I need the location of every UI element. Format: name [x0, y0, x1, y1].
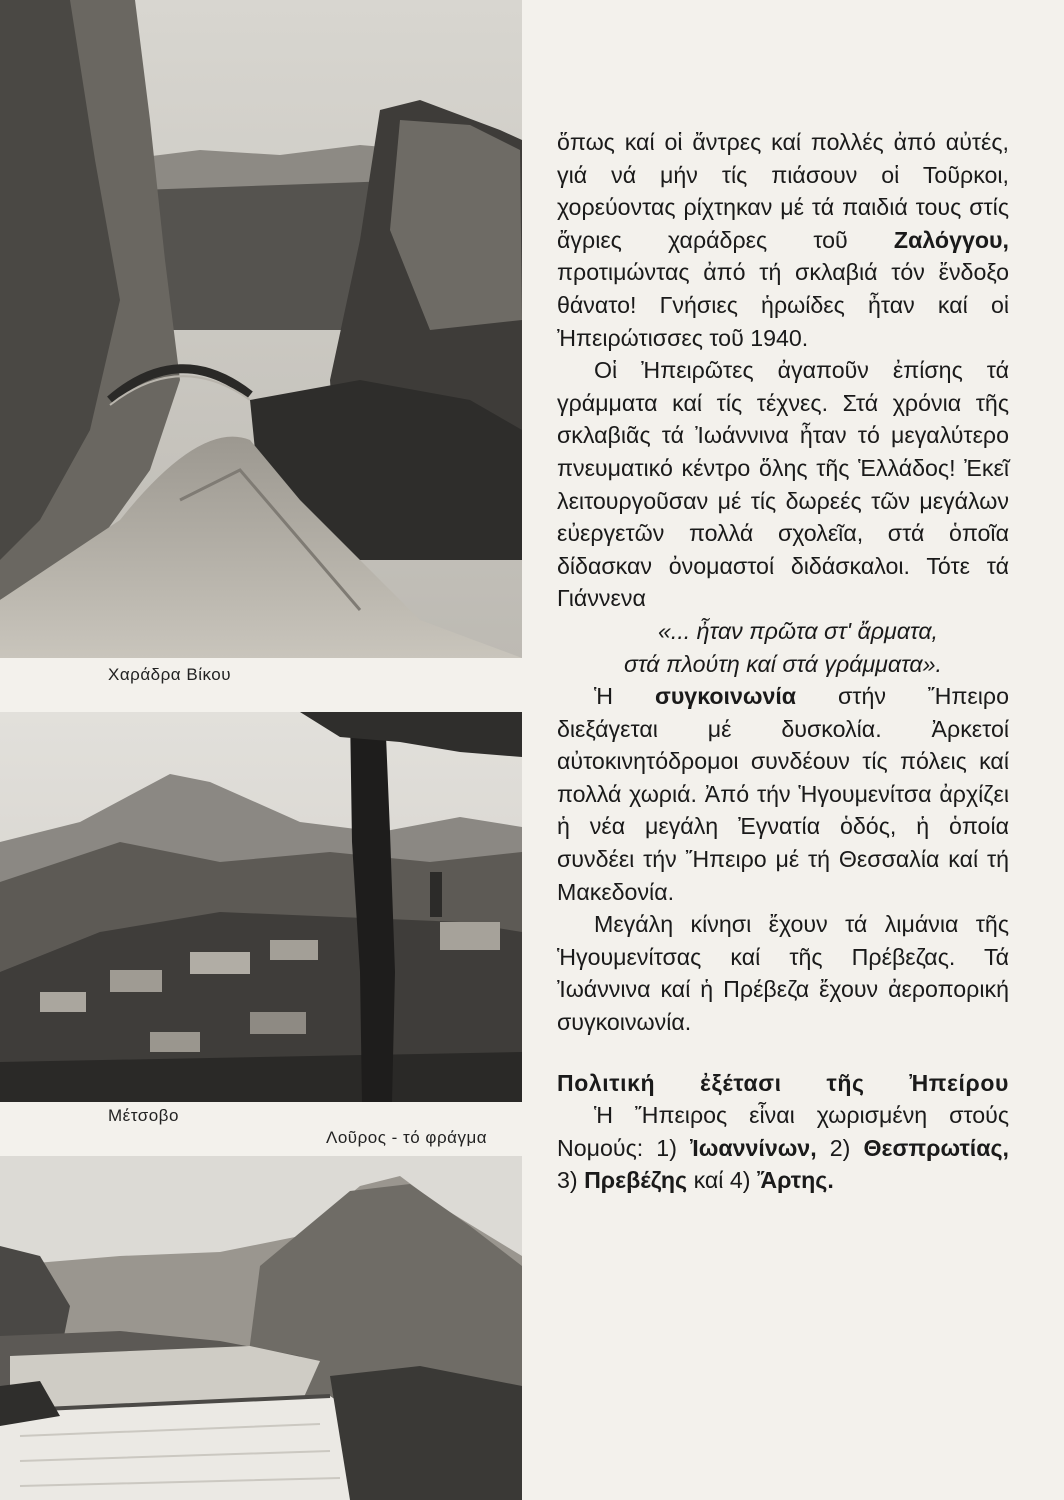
paragraph-letters: Οἱ Ἠπειρῶτες ἀγαποῦν ἐπίσης τά γράμματα καί τίς τέχνες. Στά χρόνια τῆς σκλαβιᾶς τά Ἰωάννινα ἦταν τό μεγαλύτερο πνευματικό κέντρο ὅλης τῆς Ἑλλάδος! Ἐκεῖ λειτουργοῦσαν μέ τίς δωρεές τῶν μεγάλων εὐεργετῶν πολλά σχολεῖα, στά ὁποῖα δίδασκαν ὀνομαστοί διδάσκαλοι. Τότε τά Γιάννενα	[557, 357, 1009, 612]
quote-line-2: στά πλούτη καί στά γράμματα».	[623, 650, 942, 677]
photo-louros-dam	[0, 1156, 522, 1500]
caption-vikos: Χαράδρα Βίκου	[108, 665, 232, 684]
article-text-column	[557, 126, 1009, 1197]
metsovo-image	[0, 712, 522, 1102]
photo-vikos-gorge	[0, 0, 522, 658]
caption-metsovo: Μέτσοβο	[108, 1106, 179, 1125]
paragraph-prefectures: Ἡ Ἤπειρος εἶναι χωρισμένη στούς Νομούς: 1) Ἰωαννίνων, 2) Θεσπρωτίας, 3) Πρεβέζης καί 4) Ἄρτης.	[557, 1102, 1009, 1194]
quote-line-1: «... ἦταν πρῶτα στ' ἄρματα,	[658, 617, 938, 644]
bold-transport: συγκοινωνία	[654, 683, 797, 710]
caption-louros: Λοῦρος - τό φράγμα	[326, 1128, 488, 1147]
bold-zalongo: Ζαλόγγου,	[893, 226, 1009, 253]
vikos-gorge-image	[0, 0, 522, 658]
section-heading-political: Πολιτική ἐξέτασι τῆς Ἠπείρου	[557, 1069, 1009, 1096]
photo-metsovo	[0, 712, 522, 1102]
paragraph-zalongo: ὅπως καί οἱ ἄντρες καί πολλές ἀπό αὐτές, γιά νά μήν τίς πιάσουν οἱ Τοῦρκοι, χορεύοντας ρίχτηκαν μέ τά παιδιά τους στίς ἄγριες χαράδρες τοῦ Ζαλόγγου, προτιμώντας ἀπό τή σκλαβιά τόν ἔνδοξο θάνατο! Γνήσιες ἡρωίδες ἦταν καί οἱ Ἠπειρώτισσες τοῦ 1940.	[557, 129, 1009, 351]
louros-dam-image	[0, 1156, 522, 1500]
paragraph-ports: Μεγάλη κίνησι ἔχουν τά λιμάνια τῆς Ἡγουμενίτσας καί τῆς Πρέβεζας. Τά Ἰωάννινα καί ἡ Πρέβεζα ἔχουν ἀεροπορική συγκοινωνία.	[557, 911, 1009, 1036]
paragraph-transport: Ἡ συγκοινωνία στήν Ἤπειρο διεξάγεται μέ δυσκολία. Ἀρκετοί αὐτοκινητόδρομοι συνδέουν τίς πόλεις καί πολλά χωριά. Ἀπό τήν Ἡγουμενίτσα ἀρχίζει ἡ νέα μεγάλη Ἐγνατία ὁδός, ἡ ὁποία συνδέει τήν Ἤπειρο μέ τή Θεσσαλία καί τή Μακεδονία.	[557, 683, 1009, 905]
